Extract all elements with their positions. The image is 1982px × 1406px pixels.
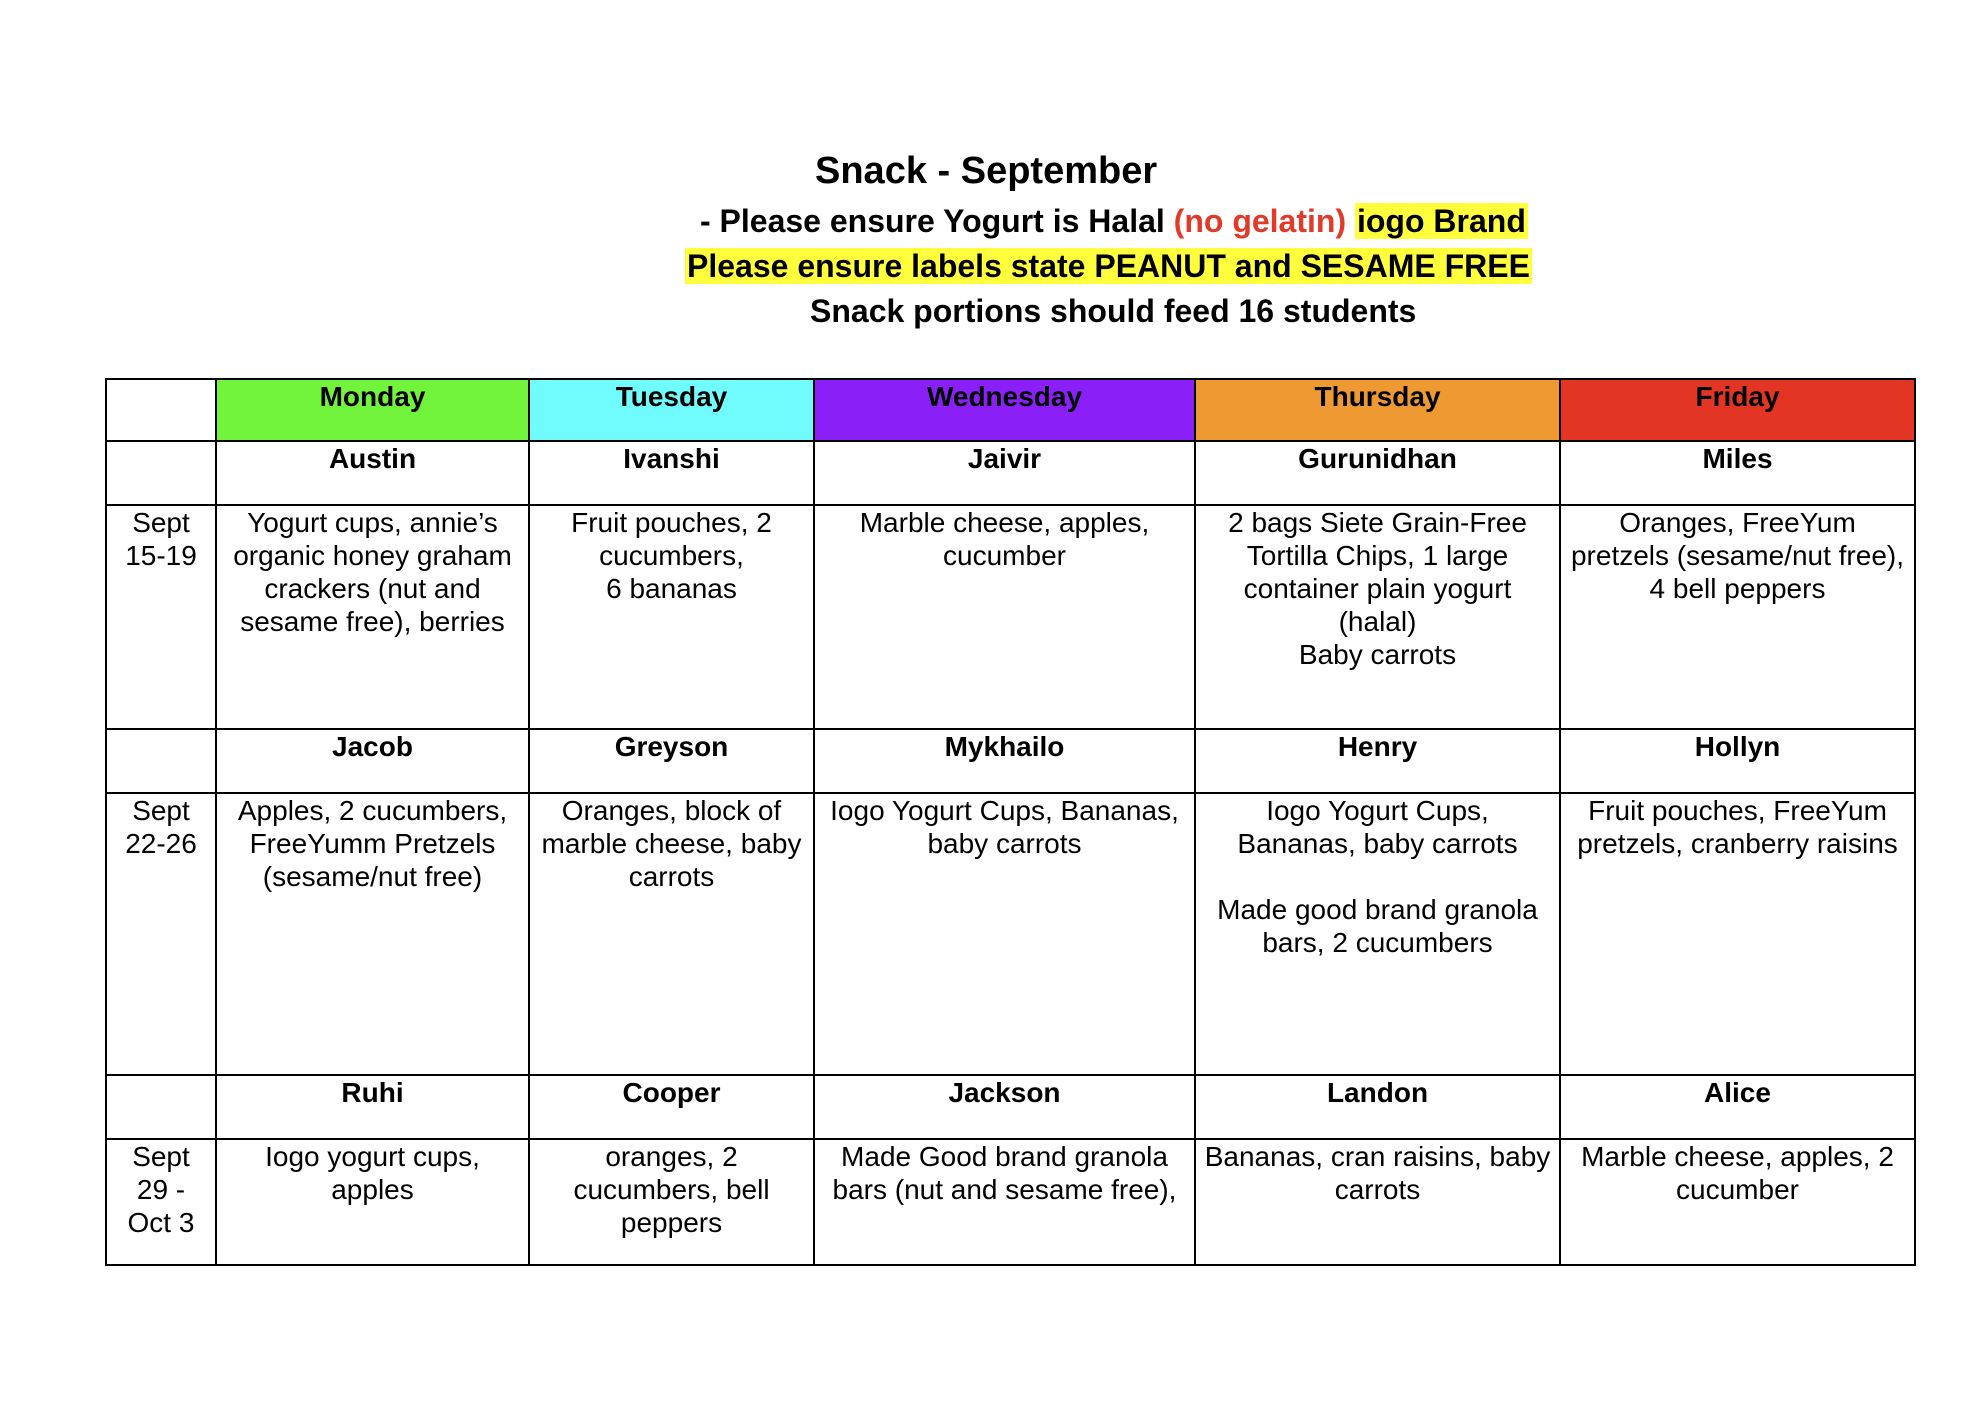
day-header-wednesday: Wednesday: [814, 379, 1195, 441]
empty-corner-cell: [106, 379, 216, 441]
assignee-name: Landon: [1195, 1075, 1560, 1139]
assignee-name: Austin: [216, 441, 529, 505]
week-1-snacks-row: [106, 505, 1915, 729]
day-header-thursday: Thursday: [1195, 379, 1560, 441]
snack-cell: 2 bags Siete Grain-Free Tortilla Chips, 1 large container plain yogurt (halal) Baby carrots: [1195, 505, 1560, 729]
halal-prefix: - Please ensure Yogurt is Halal: [700, 203, 1165, 239]
assignee-name: Ruhi: [216, 1075, 529, 1139]
no-gelatin-note: (no gelatin): [1173, 203, 1347, 239]
assignee-name: Jacob: [216, 729, 529, 793]
snack-cell: Iogo Yogurt Cups, Bananas, baby carrots Made good brand granola bars, 2 cucumbers: [1195, 793, 1560, 1075]
empty-week-cell: [106, 441, 216, 505]
assignee-name: Ivanshi: [529, 441, 814, 505]
snack-cell: Marble cheese, apples, cucumber: [814, 505, 1195, 729]
week-label: Sept 15-19: [106, 505, 216, 729]
snack-cell: Iogo yogurt cups, apples: [216, 1139, 529, 1265]
assignee-name: Miles: [1560, 441, 1915, 505]
allergy-note-line: [685, 248, 1532, 285]
snack-cell: Oranges, FreeYum pretzels (sesame/nut free), 4 bell peppers: [1560, 505, 1915, 729]
snack-cell: Marble cheese, apples, 2 cucumber: [1560, 1139, 1915, 1265]
week-1-names-row: [106, 441, 1915, 505]
assignee-name: Jackson: [814, 1075, 1195, 1139]
page-title: Snack - September: [815, 150, 1158, 192]
snack-cell: Bananas, cran raisins, baby carrots: [1195, 1139, 1560, 1265]
halal-note-line: [700, 203, 1528, 240]
empty-week-cell: [106, 1075, 216, 1139]
snack-cell: oranges, 2 cucumbers, bell peppers: [529, 1139, 814, 1265]
assignee-name: Alice: [1560, 1075, 1915, 1139]
allergy-note: Please ensure labels state PEANUT and SESAME FREE: [687, 248, 1530, 284]
snack-cell: Yogurt cups, annie’s organic honey graham crackers (nut and sesame free), berries: [216, 505, 529, 729]
portion-note: Snack portions should feed 16 students: [810, 293, 1417, 329]
week-label: Sept 22-26: [106, 793, 216, 1075]
snack-schedule-table: [105, 378, 1916, 1266]
week-2-snacks-row: [106, 793, 1915, 1075]
assignee-name: Cooper: [529, 1075, 814, 1139]
week-2-names-row: [106, 729, 1915, 793]
assignee-name: Henry: [1195, 729, 1560, 793]
week-3-names-row: [106, 1075, 1915, 1139]
snack-cell: Made Good brand granola bars (nut and sesame free),: [814, 1139, 1195, 1265]
snack-cell: Iogo Yogurt Cups, Bananas, baby carrots: [814, 793, 1195, 1075]
day-header-friday: Friday: [1560, 379, 1915, 441]
week-label: Sept 29 - Oct 3: [106, 1139, 216, 1265]
week-3-snacks-row: [106, 1139, 1915, 1265]
day-header-row: [106, 379, 1915, 441]
assignee-name: Hollyn: [1560, 729, 1915, 793]
day-header-monday: Monday: [216, 379, 529, 441]
snack-cell: Oranges, block of marble cheese, baby carrots: [529, 793, 814, 1075]
assignee-name: Gurunidhan: [1195, 441, 1560, 505]
assignee-name: Jaivir: [814, 441, 1195, 505]
assignee-name: Greyson: [529, 729, 814, 793]
empty-week-cell: [106, 729, 216, 793]
snack-cell: Fruit pouches, 2 cucumbers, 6 bananas: [529, 505, 814, 729]
assignee-name: Mykhailo: [814, 729, 1195, 793]
snack-cell: Apples, 2 cucumbers, FreeYumm Pretzels (sesame/nut free): [216, 793, 529, 1075]
brand-note: iogo Brand: [1356, 203, 1526, 239]
day-header-tuesday: Tuesday: [529, 379, 814, 441]
snack-cell: Fruit pouches, FreeYum pretzels, cranberry raisins: [1560, 793, 1915, 1075]
